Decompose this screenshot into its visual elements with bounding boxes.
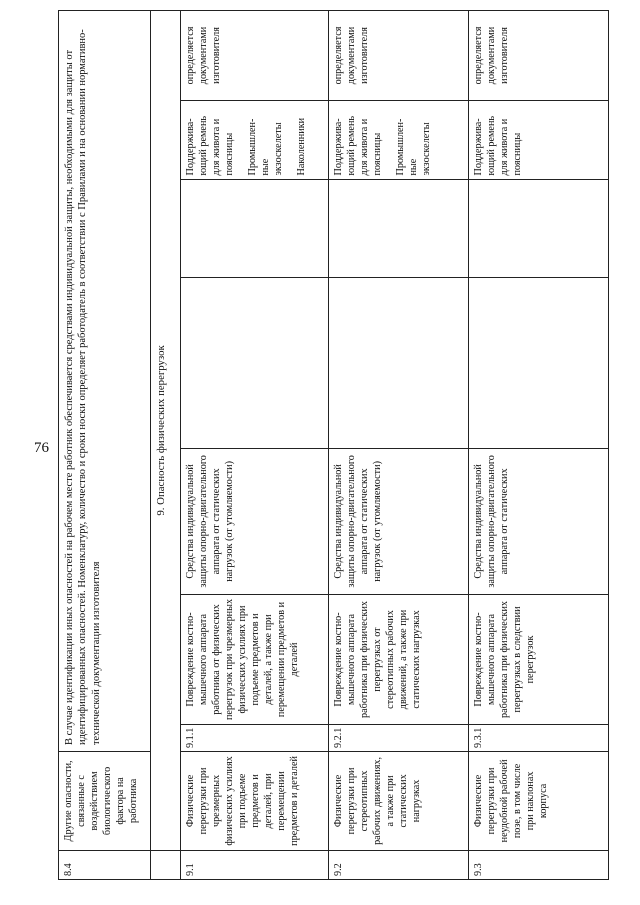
norm-text: определяется документами изготовителя: [469, 11, 609, 101]
ppe-type: Средства индивидуальной защиты опорно-двигательного аппарата от статических нагрузок (от утомляемости): [181, 448, 329, 594]
hazard-name: Физические перегрузки при чрезмерных физических усилиях при подъеме предметов и деталей, при перемещении предметов и деталей: [181, 752, 329, 851]
row-number: 9.3: [469, 850, 609, 879]
ppe-items: [329, 100, 469, 179]
row-note: В случае идентификации иных опасностей на рабочем месте работник обеспечивается средствами индивидуальной защиты, необходимыми для защиты от идентифицированных опасностей. Номенклатуру, количество и сроки носки определяет работодатель в соответствии с Правилами и на основании нормативно-технической документации изготовителя: [59, 11, 151, 752]
empty-cell: [329, 179, 469, 278]
ppe-type: Средства индивидуальной защиты опорно-двигательного аппарата от статических: [469, 448, 609, 594]
empty-cell: [329, 278, 469, 449]
hazards-table: [58, 10, 609, 880]
sub-number: 9.3.1: [469, 725, 609, 752]
empty-cell: [469, 278, 609, 449]
ppe-items: [181, 100, 329, 179]
table-row: [181, 11, 329, 880]
row-number: 9.2: [329, 850, 469, 879]
table-row: [59, 11, 151, 880]
ppe-item: Поддержива-ющий ремень для живота и поясницы: [333, 115, 384, 176]
hazard-name: Физические перегрузки при стереотипных рабочих движениях, а также при статических нагрузках: [329, 752, 469, 851]
section-title: 9. Опасность физических перегрузок: [151, 11, 181, 851]
ppe-item: Промышлен-ные экзоскелеты: [395, 118, 433, 176]
empty-cell: [469, 179, 609, 278]
section-header-row: [151, 11, 181, 880]
empty-cell: [181, 179, 329, 278]
hazard-name: Физические перегрузки при неудобной рабочей позе, в том числе при наклонах корпуса: [469, 752, 609, 851]
norm-text: определяется документами изготовителя: [181, 11, 329, 101]
ppe-item: Наколенники: [296, 117, 308, 176]
risk-description: Повреждение костно-мышечного аппарата работника при физических перегрузках в следствии перегрузок: [469, 594, 609, 724]
rotated-table-container: [58, 10, 628, 880]
ppe-item: Поддержива-ющий ремень для живота и поясницы: [185, 115, 236, 176]
empty-cell: [181, 278, 329, 449]
row-number: 8.4: [59, 850, 151, 879]
table-row: [329, 11, 469, 880]
ppe-item: Поддержива-ющий ремень для живота и поясницы: [473, 115, 524, 176]
ppe-item: Промышлен-ные экзоскелеты: [247, 118, 285, 176]
risk-description: Повреждение костно-мышечного аппарата работника при физических перегрузках от стереотипных рабочих движений, а также при статических нагрузках: [329, 594, 469, 724]
sub-number: 9.2.1: [329, 725, 469, 752]
risk-description: Повреждение костно-мышечного аппарата работника от физических перегрузок при чрезмерных физических усилиях при подъеме предметов и деталей, а также при перемещении предметов и деталей: [181, 594, 329, 724]
hazard-name: Другие опасности, связанные с воздействием биологического фактора на работника: [59, 752, 151, 851]
ppe-items: [469, 100, 609, 179]
row-number: 9.1: [181, 850, 329, 879]
ppe-type: Средства индивидуальной защиты опорно-двигательного аппарата от статических нагрузок (от утомляемости): [329, 448, 469, 594]
sub-number: 9.1.1: [181, 725, 329, 752]
page-number: 76: [34, 440, 49, 456]
table-row: [469, 11, 609, 880]
norm-text: определяется документами изготовителя: [329, 11, 469, 101]
